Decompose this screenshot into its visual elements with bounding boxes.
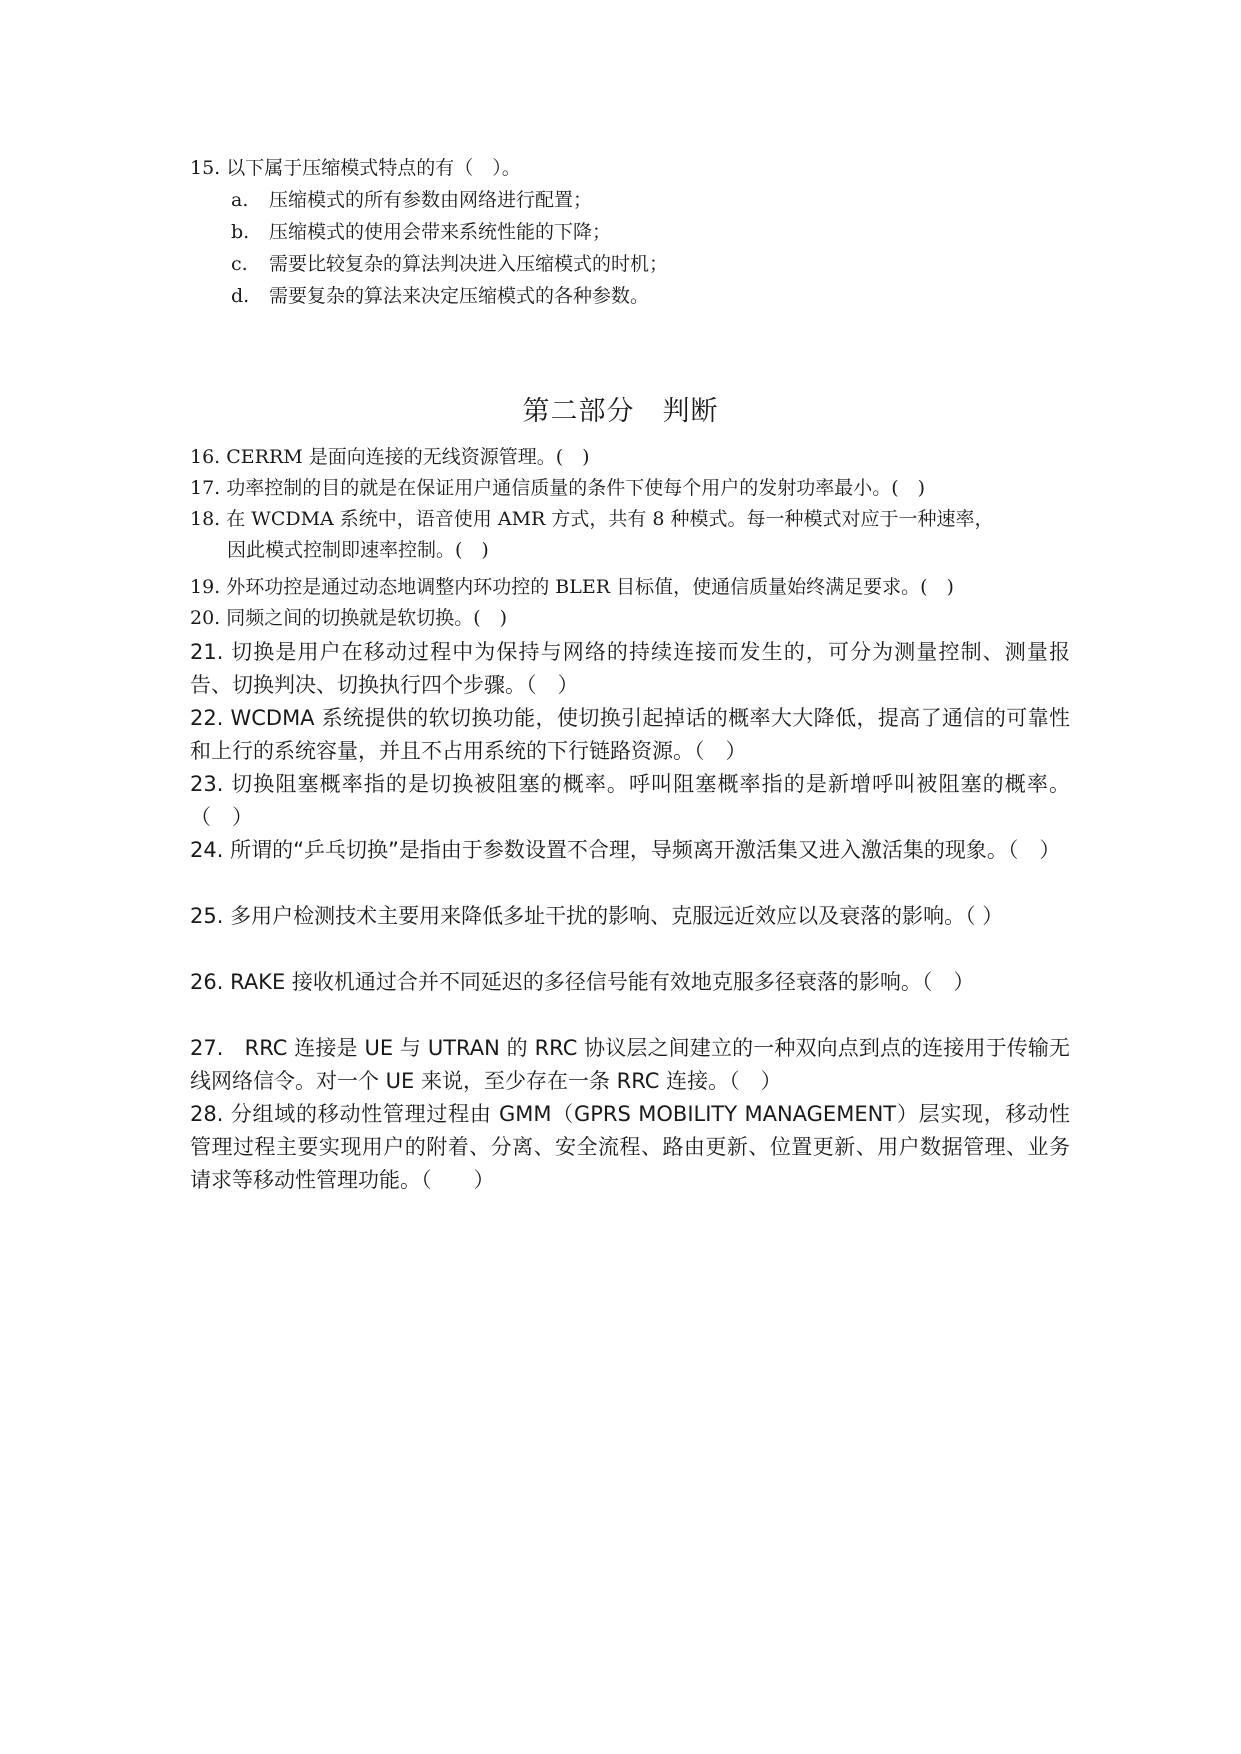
question-18-line-1: 18. 在 WCDMA 系统中，语音使用 AMR 方式，共有 8 种模式。每一种模式对应于一种速率，: [190, 508, 994, 530]
option-text: 需要复杂的算法来决定压缩模式的各种参数。: [269, 285, 650, 307]
question-18: [190, 504, 1070, 566]
question-24: 24. 所谓的“乒乓切换”是指由于参数设置不合理，导频离开激活集又进入激活集的现象。（ ）: [190, 838, 1061, 862]
option-letter: b.: [231, 221, 250, 243]
question-19: 19. 外环功控是通过动态地调整内环功控的 BLER 目标值，使通信质量始终满足要求。( ): [190, 576, 954, 598]
question-18-line-2: 因此模式控制即速率控制。( ): [227, 539, 489, 561]
question-15-option-c: [231, 248, 668, 280]
question-17: 17. 功率控制的目的就是在保证用户通信质量的条件下使每个用户的发射功率最小。( ): [190, 477, 926, 499]
question-21: 21. 切换是用户在移动过程中为保持与网络的持续连接而发生的，可分为测量控制、测量报告、切换判决、切换执行四个步骤。（ ）: [190, 640, 1070, 697]
question-22: 22. WCDMA 系统提供的软切换功能，使切换引起掉话的概率大大降低，提高了通信的可靠性和上行的系统容量，并且不占用系统的下行链路资源。（ ）: [190, 706, 1070, 763]
option-text: 压缩模式的使用会带来系统性能的下降；: [269, 221, 612, 243]
option-letter: d.: [231, 285, 250, 307]
question-20: 20. 同频之间的切换就是软切换。( ): [190, 607, 508, 629]
question-16: 16. CERRM 是面向连接的无线资源管理。( ): [190, 446, 590, 468]
option-letter: a.: [231, 189, 249, 211]
question-27: 27. RRC 连接是 UE 与 UTRAN 的 RRC 协议层之间建立的一种双向点到点的连接用于传输无线网络信令。对一个 UE 来说，至少存在一条 RRC 连接。（ ）: [190, 1036, 1070, 1093]
question-15-option-d: [231, 280, 649, 312]
question-15-option-b: [231, 216, 611, 248]
question-28: 28. 分组域的移动性管理过程由 GMM（GPRS MOBILITY MANAGEMENT）层实现，移动性管理过程主要实现用户的附着、分离、安全流程、路由更新、位置更新、用户数据管理、业务请求等移动性管理功能。（ ）: [190, 1102, 1070, 1192]
section-title: 第二部分 判断: [522, 396, 719, 427]
question-25: 25. 多用户检测技术主要用来降低多址干扰的影响、克服远近效应以及衰落的影响。（ ）: [190, 904, 1004, 928]
question-26: 26. RAKE 接收机通过合并不同延迟的多径信号能有效地克服多径衰落的影响。（ ）: [190, 970, 975, 994]
question-15-stem: 15. 以下属于压缩模式特点的有（ ）。: [190, 157, 521, 179]
option-text: 压缩模式的所有参数由网络进行配置；: [269, 189, 593, 211]
question-15-option-a: [231, 184, 592, 216]
option-letter: c.: [231, 253, 248, 275]
option-text: 需要比较复杂的算法判决进入压缩模式的时机；: [269, 253, 669, 275]
question-23: 23. 切换阻塞概率指的是切换被阻塞的概率。呼叫阻塞概率指的是新增呼叫被阻塞的概率。（ ）: [190, 772, 1070, 829]
